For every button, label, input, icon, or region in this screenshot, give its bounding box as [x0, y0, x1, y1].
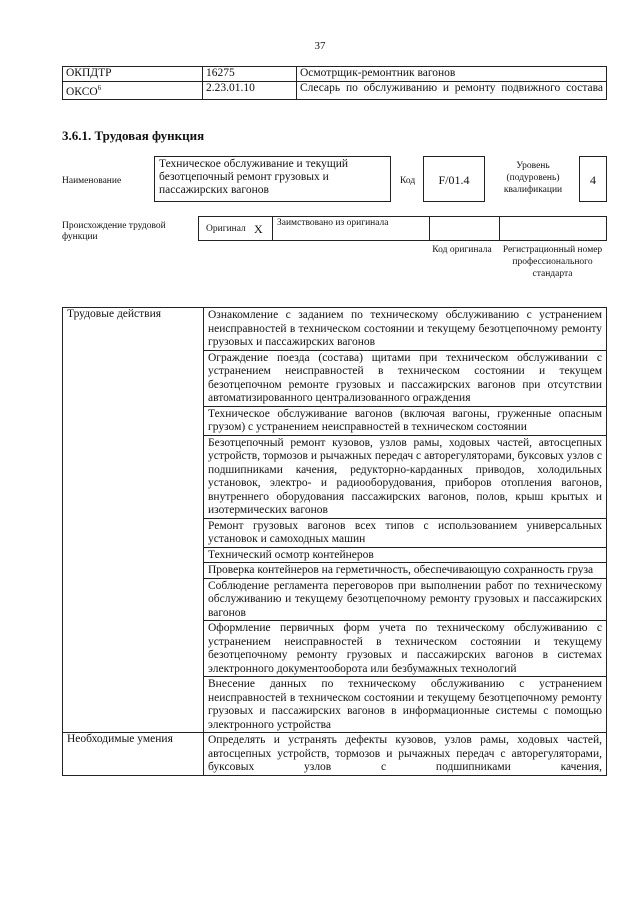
work-function-table: [62, 307, 607, 776]
code-label: Код: [400, 176, 416, 186]
table-row: [63, 733, 607, 776]
classifier-value: 16275: [203, 67, 297, 82]
classifier-name: Слесарь по обслуживанию и ремонту подвижного состава: [297, 81, 607, 99]
classifier-codes-table: [62, 66, 607, 100]
work-action: Соблюдение регламента переговоров при выполнении работ по техническому обслуживанию и текущему безотцепочному ремонту грузовых и пассажирских вагонов: [204, 578, 607, 621]
skills-label: Необходимые умения: [63, 733, 204, 776]
work-action: Безотцепочный ремонт кузовов, узлов рамы, ходовых частей, автосцепных устройств, тормозов и рычажных передач с авторегуляторами, буксовых узлов с подшипниками качения, редукторно-карданных приводов, холодильных установок, электро- и радиооборудования, приборов отопления вагонов, внутреннего оборудования пассажирских вагонов, полов, крыш крытых и изотермических вагонов: [204, 435, 607, 518]
origin-table: [198, 216, 607, 241]
table-row: [63, 67, 607, 82]
borrowed-label: Заимствовано из оригинала: [277, 218, 389, 228]
table-row: [63, 81, 607, 99]
skill: Определять и устранять дефекты кузовов, узлов рамы, ходовых частей, автосцепных устройств, тормозов и рычажных передач с авторегуляторами, буксовых узлов с подшипниками качения,: [204, 733, 607, 776]
work-action: Ремонт грузовых вагонов всех типов с использованием универсальных установок и самоходных машин: [204, 518, 607, 547]
function-name: Техническое обслуживание и текущий безотцепочный ремонт грузовых и пассажирских вагонов: [159, 158, 349, 196]
level-label: Уровень (подуровень) квалификации: [503, 161, 563, 195]
work-action: Внесение данных по техническому обслуживанию с устранением неисправностей в техническом состоянии и текущему безотцепочному ремонту грузовых и пассажирских вагонов в информационные системы с помощью электронного устройства: [204, 677, 607, 733]
work-action: Технический осмотр контейнеров: [204, 547, 607, 563]
work-action: Проверка контейнеров на герметичность, обеспечивающую сохранность груза: [204, 563, 607, 579]
name-label: Наименование: [62, 176, 122, 186]
work-action: Ознакомление с заданием по техническому обслуживанию с устранением неисправностей в техническом состоянии и текущему безотцепочному ремонту грузовых и пассажирских вагонов: [204, 308, 607, 351]
classifier-value: 2.23.01.10: [203, 81, 297, 99]
origin-label: Происхождение трудовой функции: [62, 221, 166, 242]
work-actions-label: Трудовые действия: [63, 308, 204, 733]
work-action: Техническое обслуживание вагонов (включая вагоны, груженные опасным грузом) с устранением неисправностей в техническом состоянии: [204, 406, 607, 435]
work-action: Ограждение поезда (состава) щитами при техническом обслуживании с устранением неисправностей в техническом состоянии и текущем безотцепочном ремонте грузовых и пассажирских вагонов при отсутствии автоматизированного централизованного ограждения: [204, 350, 607, 406]
page-number: 37: [314, 40, 326, 52]
registration-number-caption: Регистрационный номер профессионального стандарта: [502, 245, 603, 279]
footnote-ref: 6: [97, 83, 102, 92]
divider: [429, 217, 430, 240]
divider: [499, 217, 500, 240]
classifier-code: ОКПДТР: [63, 67, 203, 82]
function-name-box: [154, 156, 391, 202]
classifier-code: ОКСО$^6$: [63, 81, 203, 99]
function-code: F/01.4: [438, 173, 470, 187]
original-label: Оригинал: [206, 224, 246, 234]
divider: [272, 217, 273, 240]
original-mark: X: [254, 222, 263, 236]
level-box: [579, 156, 607, 202]
function-code-box: [423, 156, 485, 202]
classifier-name: Осмотрщик-ремонтник вагонов: [297, 67, 607, 82]
work-action: Оформление первичных форм учета по техническому обслуживанию с устранением неисправностей в техническом состоянии и текущему безотцепочному ремонту грузовых и пассажирских вагонов в системах электронного документооборота или безбумажных технологий: [204, 621, 607, 677]
original-code-caption: Код оригинала: [432, 245, 492, 255]
level-value: 4: [590, 173, 596, 187]
section-title: 3.6.1. Трудовая функция: [62, 128, 205, 143]
table-row: [63, 308, 607, 351]
